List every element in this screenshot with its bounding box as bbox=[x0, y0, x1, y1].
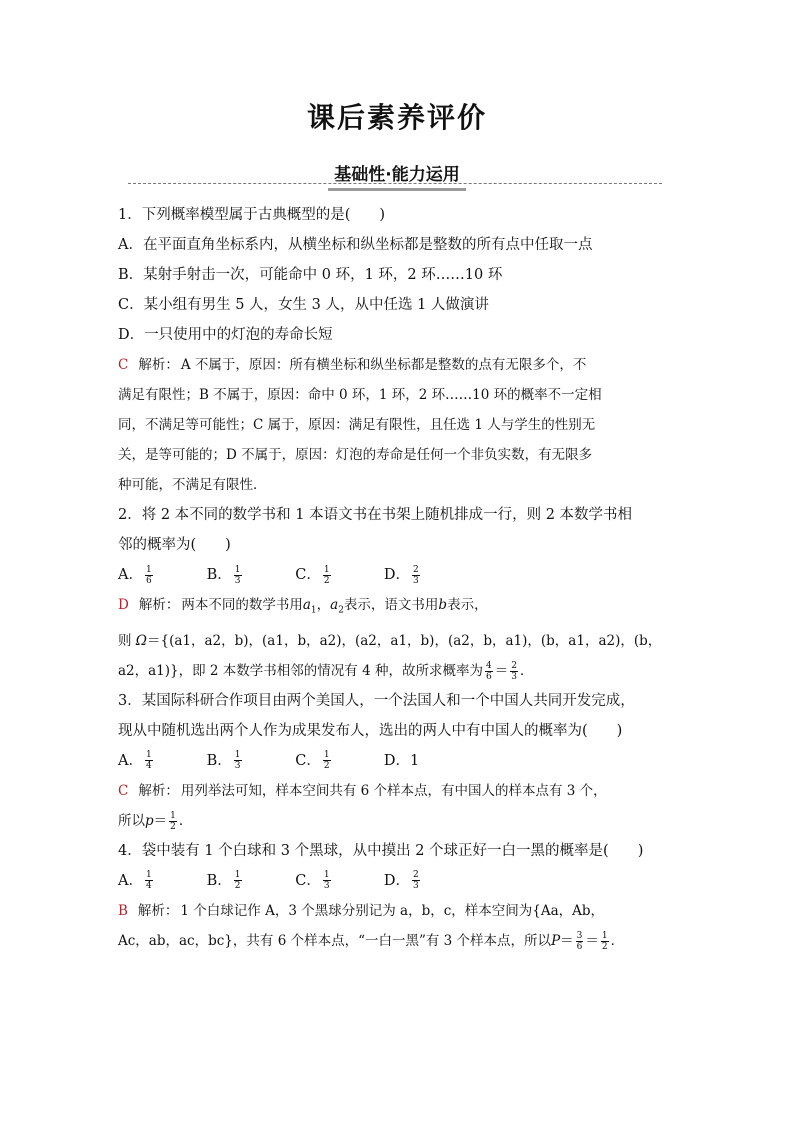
explanation-text: Ac，ab，ac，bc}，共有 6 个样本点，“一白一黑”有 3 个样本点，所以 bbox=[118, 932, 552, 949]
option-d bbox=[384, 560, 422, 590]
explanation-text: 所以 bbox=[118, 812, 145, 829]
option-label: B． bbox=[206, 752, 232, 769]
explanation-text: 用列举法可知，样本空间共有 6 个样本点，有中国人的样本点有 3 个， bbox=[180, 782, 607, 799]
question-3 bbox=[118, 686, 678, 836]
option-label: A． bbox=[118, 872, 143, 889]
question-stem: 3．某国际科研合作项目由两个美国人，一个法国人和一个中国人共同开发完成， bbox=[118, 692, 635, 709]
math-var: p bbox=[145, 812, 154, 829]
math-var: Ω bbox=[135, 632, 147, 649]
question-stem: 现从中随机选出两个人作为成果发布人，选出的两人中有中国人的概率为( ) bbox=[118, 722, 623, 739]
numerator: 2 bbox=[412, 564, 419, 575]
denominator: 3 bbox=[412, 575, 419, 586]
fraction: $\frac{2}{3}$ bbox=[511, 660, 517, 682]
option-label: D． bbox=[383, 872, 410, 889]
fraction: $\frac{2}{3}$ bbox=[412, 870, 419, 892]
explanation-label: 解析： bbox=[137, 902, 179, 919]
denominator: 6 bbox=[145, 575, 152, 586]
option-a: A．在平面直角坐标系内，从横坐标和纵坐标都是整数的所有点中任取一点 bbox=[118, 237, 593, 253]
explanation-text: A 不属于，原因：所有横坐标和纵坐标都是整数的点有无限多个，不 bbox=[180, 357, 587, 373]
numerator: 1 bbox=[145, 564, 152, 575]
page-title: 课后素养评价 bbox=[306, 101, 487, 134]
explanation-label: 解析： bbox=[138, 357, 179, 373]
option-d bbox=[384, 746, 419, 776]
question-stem: 1．下列概率模型属于古典概型的是( ) bbox=[118, 207, 386, 223]
dashed-divider bbox=[128, 183, 662, 184]
equals-sign: ＝ bbox=[153, 812, 168, 829]
fraction: $\frac{1}{2}$ bbox=[323, 750, 330, 772]
option-label: B． bbox=[206, 567, 232, 583]
option-c bbox=[295, 746, 379, 776]
fraction: $\frac{1}{2}$ bbox=[601, 930, 608, 952]
explanation-line bbox=[118, 350, 678, 380]
explanation-text: 1 个白球记作 A，3 个黑球分别记为 a，b，c，样本空间为{Aa，Ab， bbox=[180, 902, 605, 919]
period: ． bbox=[610, 932, 625, 949]
option-label: C． bbox=[295, 567, 321, 583]
option-b bbox=[207, 866, 291, 896]
option-a bbox=[118, 746, 202, 776]
option-d: D．一只使用中的灯泡的寿命长短 bbox=[118, 327, 333, 343]
question-4 bbox=[118, 836, 678, 956]
question-2 bbox=[118, 500, 678, 686]
option-label: D． bbox=[383, 752, 410, 769]
math-var: b bbox=[438, 597, 448, 613]
subscript: 2 bbox=[338, 605, 344, 616]
explanation-line bbox=[118, 590, 678, 626]
fraction bbox=[412, 565, 420, 586]
denominator: 2 bbox=[323, 575, 330, 586]
explanation-line: 种可能，不满足有限性． bbox=[118, 477, 267, 493]
option-a bbox=[118, 866, 202, 896]
explanation-line bbox=[118, 776, 678, 806]
fraction: $\frac{4}{6}$ bbox=[485, 660, 492, 682]
explanation-label: 解析： bbox=[138, 597, 180, 613]
option-value: 1 bbox=[409, 752, 420, 769]
option-label: C． bbox=[295, 872, 321, 889]
explanation-line bbox=[118, 656, 678, 686]
explanation-text: 表示， bbox=[447, 597, 488, 613]
fraction: $\frac{3}{6}$ bbox=[576, 930, 583, 952]
option-c bbox=[295, 560, 379, 590]
equals-sign: ＝ bbox=[494, 662, 509, 679]
explanation-line bbox=[118, 626, 678, 656]
math-var: a bbox=[302, 597, 311, 613]
question-stem: 2．将 2 本不同的数学书和 1 本语文书在书架上随机排成一行，则 2 本数学书相 bbox=[118, 507, 633, 523]
fraction bbox=[234, 565, 242, 586]
explanation-line: 同，不满足等可能性；C 属于，原因：满足有限性，且任选 1 人与学生的性别无 bbox=[118, 417, 596, 433]
period: ． bbox=[178, 812, 193, 829]
answer-letter: D bbox=[118, 597, 129, 613]
option-label: D． bbox=[383, 567, 410, 583]
option-b bbox=[207, 560, 291, 590]
fraction: $\frac{1}{4}$ bbox=[145, 870, 152, 892]
explanation-line bbox=[118, 806, 678, 836]
denominator: 3 bbox=[234, 575, 241, 586]
sample-space-text: {(a1，a2，b)，(a1，b，a2)，(a2，a1，b)，(a2，b，a1)，(b，a1，a2)，(b， bbox=[160, 632, 662, 649]
separator: ， bbox=[316, 597, 331, 613]
option-row bbox=[118, 746, 678, 776]
fraction: $\frac{1}{2}$ bbox=[170, 810, 176, 832]
equals-sign: ＝ bbox=[560, 932, 574, 949]
fraction: $\frac{1}{4}$ bbox=[145, 750, 152, 772]
answer-letter: B bbox=[118, 902, 128, 919]
fraction: $\frac{1}{2}$ bbox=[234, 870, 241, 892]
question-stem: 4．袋中装有 1 个白球和 3 个黑球，从中摸出 2 个球正好一白一黑的概率是( ) bbox=[118, 842, 644, 859]
option-d bbox=[384, 866, 422, 896]
option-c: C．某小组有男生 5 人，女生 3 人，从中任选 1 人做演讲 bbox=[118, 297, 489, 313]
equals-sign: ＝ bbox=[585, 932, 599, 949]
period: ． bbox=[519, 662, 534, 679]
explanation-line bbox=[118, 926, 678, 956]
equals-sign: ＝ bbox=[147, 632, 161, 649]
section-header bbox=[0, 158, 794, 191]
answer-letter: C bbox=[118, 357, 129, 373]
question-list bbox=[118, 200, 678, 956]
option-label: A． bbox=[118, 567, 143, 583]
option-row bbox=[118, 560, 678, 590]
explanation-label: 解析： bbox=[138, 782, 179, 799]
option-b: B．某射手射击一次，可能命中 0 环，1 环，2 环……10 环 bbox=[118, 267, 503, 283]
math-var: a bbox=[330, 597, 339, 613]
subscript: 1 bbox=[310, 605, 317, 616]
explanation-text: 则 bbox=[118, 632, 132, 649]
option-row bbox=[118, 866, 678, 896]
option-c bbox=[295, 866, 379, 896]
explanation-text: a2，a1)}，即 2 本数学书相邻的情况有 4 种，故所求概率为 bbox=[118, 662, 483, 679]
explanation-line: 关，是等可能的；D 不属于，原因：灯泡的寿命是任何一个非负实数，有无限多 bbox=[118, 447, 593, 463]
explanation-text: 表示，语文书用 bbox=[343, 597, 439, 613]
section-subtitle: 基础性·能力运用 bbox=[328, 158, 465, 191]
explanation-line bbox=[118, 896, 678, 926]
option-b bbox=[207, 746, 291, 776]
option-a bbox=[118, 560, 202, 590]
question-1 bbox=[118, 200, 678, 500]
fraction bbox=[323, 565, 331, 586]
numerator: 1 bbox=[234, 564, 241, 575]
answer-letter: C bbox=[118, 782, 129, 799]
explanation-text: 两本不同的数学书用 bbox=[181, 597, 303, 613]
option-label: B． bbox=[206, 872, 232, 889]
option-label: A． bbox=[118, 752, 143, 769]
math-var: P bbox=[551, 932, 561, 949]
explanation-line: 满足有限性；B 不属于，原因：命中 0 环，1 环，2 环……10 环的概率不一定相 bbox=[118, 387, 602, 403]
option-label: C． bbox=[295, 752, 321, 769]
question-stem: 邻的概率为( ) bbox=[118, 537, 231, 553]
numerator: 1 bbox=[323, 564, 330, 575]
fraction bbox=[145, 565, 153, 586]
fraction: $\frac{1}{3}$ bbox=[323, 870, 330, 892]
fraction: $\frac{1}{3}$ bbox=[234, 750, 241, 772]
